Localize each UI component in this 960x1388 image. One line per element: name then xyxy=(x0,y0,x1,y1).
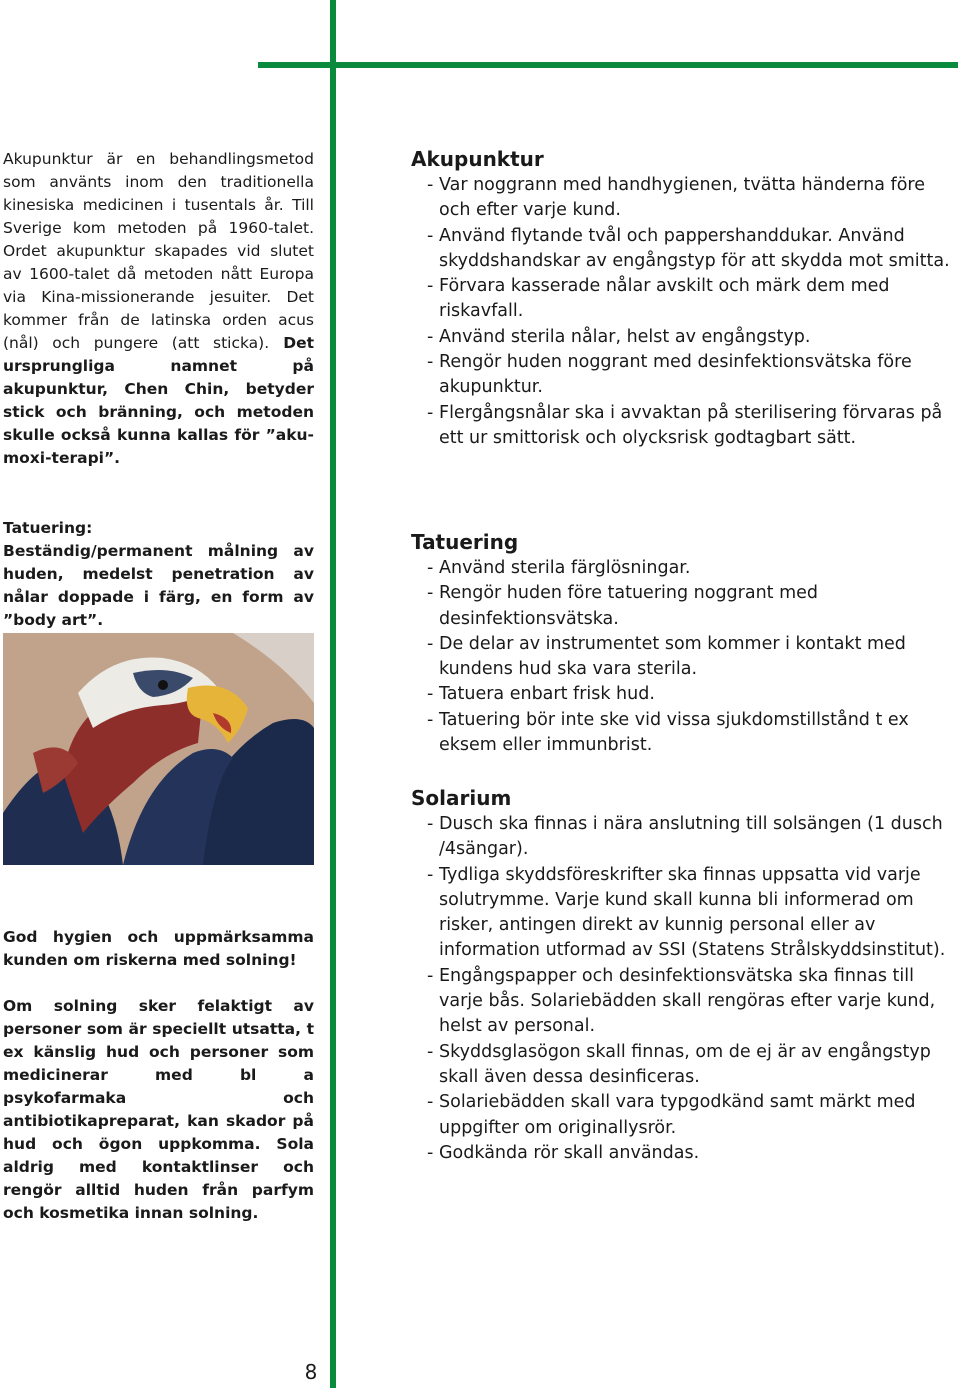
green-horizontal-rule xyxy=(258,62,958,68)
list-item: - Engångspapper och desinfektionsvätska ska finnas till varje bås. Solariebädden skall rengöras efter varje kund, helst av personal. xyxy=(427,964,956,1040)
section-title: Akupunktur xyxy=(411,147,544,171)
list-item: - Flergångsnålar ska i avvaktan på sterilisering förvaras på ett ur smittorisk och olycksrisk godtagbart sätt. xyxy=(427,401,956,452)
list xyxy=(411,556,956,758)
list-item: - Tatuera enbart frisk hud. xyxy=(427,682,956,707)
list-item: - Var noggrann med handhygienen, tvätta händerna före och efter varje kund. xyxy=(427,173,956,224)
tattoo-photo xyxy=(3,633,314,865)
section-title: Solarium xyxy=(411,786,512,810)
list-item: - Använd sterila nålar, helst av engångstyp. xyxy=(427,325,956,350)
list xyxy=(411,173,956,451)
intro-bold-text: Det ursprungliga namnet på akupunktur, Chen Chin, betyder stick och bränning, och metoden skulle också kunna kallas för ”aku-moxi-terapi”. xyxy=(3,334,314,467)
section-solarium xyxy=(411,785,956,1166)
intro-text: Akupunktur är en behandlingsmetod som använts inom den traditionella kinesiska medicinen i tusentals år. Till Sverige kom metoden på 1960-talet. Ordet akupunktur skapades vid slutet av 1600-talet då metoden nått Europa via Kina-missionerande jesuiter. Det kommer från de latinska orden acus (nål) och pungere (att sticka). xyxy=(3,150,314,352)
section-title: Tatuering xyxy=(411,530,519,554)
list-item: - Förvara kasserade nålar avskilt och märk dem med riskavfall. xyxy=(427,274,956,325)
list xyxy=(411,812,956,1166)
list-item: - Skyddsglasögon skall finnas, om de ej är av engångstyp skall även dessa desinficeras. xyxy=(427,1040,956,1091)
section-tatuering xyxy=(411,529,956,758)
list-item: - Tydliga skyddsföreskrifter ska finnas uppsatta vid varje solutrymme. Varje kund skall kunna bli informerad om risker, antingen direkt av kunnig personal eller av information utformad av SSI (Statens Strålskyddsinstitut). xyxy=(427,863,956,964)
section-akupunktur xyxy=(411,146,956,451)
solar-notice: God hygien och uppmärksamma kunden om riskerna med solning! xyxy=(3,928,314,969)
list-item: - Solariebädden skall vara typgodkänd samt märkt med uppgifter om originallysrör. xyxy=(427,1090,956,1141)
list-item: - De delar av instrumentet som kommer i kontakt med kundens hud ska vara sterila. xyxy=(427,632,956,683)
list-item: - Dusch ska finnas i nära anslutning till solsängen (1 dusch /4sängar). xyxy=(427,812,956,863)
page-number: 8 xyxy=(304,1360,318,1384)
list-item: - Rengör huden noggrant med desinfektionsvätska före akupunktur. xyxy=(427,350,956,401)
solar-warning: Om solning sker felaktigt av personer som är speciellt utsatta, t ex känslig hud och personer som medicinerar med bl a psykofarmaka och antibiotikapreparat, kan skador på hud och ögon uppkomma. Sola aldrig med kontaktlinser och rengör alltid huden från parfym och kosmetika innan solning. xyxy=(3,997,314,1222)
list-item: - Tatuering bör inte ske vid vissa sjukdomstillstånd t ex eksem eller immunbrist. xyxy=(427,708,956,759)
list-item: - Godkända rör skall användas. xyxy=(427,1141,956,1166)
list-item: - Använd sterila färglösningar. xyxy=(427,556,956,581)
list-item: - Rengör huden före tatuering noggrant med desinfektionsvätska. xyxy=(427,581,956,632)
intro-block xyxy=(3,148,314,470)
tattoo-definition: Tatuering: Beständig/permanent målning av huden, medelst penetration av nålar doppade i färg, en form av ”body art”. xyxy=(3,519,314,629)
list-item: - Använd flytande tvål och pappershanddukar. Använd skyddshandskar av engångstyp för att skydda mot smitta. xyxy=(427,224,956,275)
green-vertical-rule xyxy=(330,0,336,1388)
